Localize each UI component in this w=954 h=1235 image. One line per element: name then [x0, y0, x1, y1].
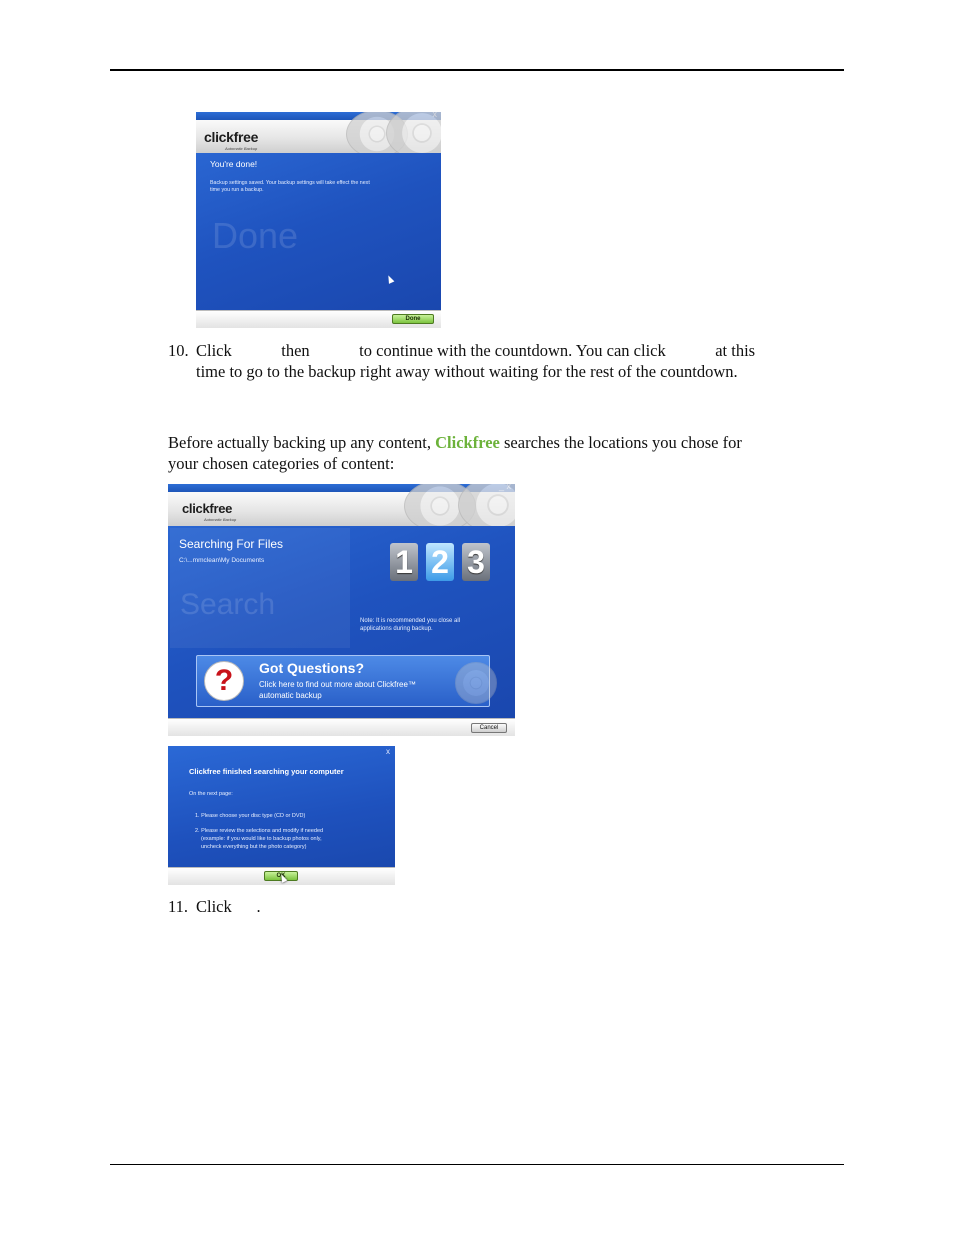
clickfree-logo-subtitle: Automatic Backup	[225, 146, 258, 151]
done-watermark: Done	[212, 215, 299, 256]
step-11-text: Click .	[196, 897, 261, 916]
question-mark-icon: ?	[204, 661, 244, 701]
search-watermark: Search	[180, 588, 276, 621]
clickfree-logo-subtitle: Automatic Backup	[204, 517, 237, 522]
finished-subheading: On the next page:	[189, 791, 233, 797]
finished-item-2: 2. Please review the selections and modify if needed	[195, 828, 324, 834]
search-header-band	[168, 492, 515, 526]
step-number: 11.	[168, 897, 189, 916]
done-button[interactable]: Done	[392, 314, 434, 324]
done-heading: You're done!	[210, 159, 258, 169]
intro-line-2: your chosen categories of content:	[168, 454, 395, 473]
cancel-button[interactable]: Cancel	[471, 723, 507, 733]
step-3-icon: 3	[462, 543, 490, 581]
step-10-line-2: time to go to the backup right away without waiting for the rest of the countdown.	[196, 362, 738, 381]
search-dialog-screenshot	[168, 484, 515, 736]
intro-text: Before actually backing up any content,	[168, 433, 436, 452]
clickfree-logo: clickfree	[182, 501, 233, 516]
search-body	[168, 526, 515, 719]
header-rule	[110, 69, 844, 71]
finished-footer	[168, 867, 395, 885]
done-body-line: time you run a backup.	[210, 187, 264, 193]
finished-item-2: (example: if you would like to backup photos only,	[201, 836, 322, 842]
step-10-line-1: Click then to continue with the countdown. You can click at this	[196, 341, 756, 360]
finished-body	[168, 746, 395, 868]
finished-dialog-screenshot	[168, 746, 395, 885]
done-header-band	[196, 120, 441, 153]
mouse-cursor-icon	[386, 274, 395, 284]
disc-icon	[455, 662, 497, 704]
done-footer	[196, 310, 441, 328]
step-2-icon: 2	[426, 543, 454, 581]
got-questions-text: automatic backup	[259, 691, 322, 700]
clickfree-logo: clickfree	[204, 129, 259, 145]
step-1-icon: 1	[390, 543, 418, 581]
finished-item-2: uncheck everything but the photo category)	[201, 844, 307, 850]
footer-rule	[110, 1164, 844, 1165]
finished-item-1: 1. Please choose your disc type (CD or DVD)	[195, 813, 306, 819]
search-note: applications during backup.	[360, 626, 433, 632]
done-body-line: Backup settings saved. Your backup settings will take effect the next	[210, 180, 370, 186]
ok-button[interactable]: OK	[264, 871, 298, 881]
done-body	[196, 153, 441, 311]
search-path: C:\...mmclean\My Documents	[179, 557, 265, 564]
got-questions-banner[interactable]	[196, 655, 490, 707]
done-dialog-screenshot	[196, 112, 441, 328]
search-note: Note: It is recommended you close all	[360, 618, 461, 624]
brand-name: Clickfree	[435, 433, 500, 452]
close-icon[interactable]: x	[386, 747, 390, 756]
intro-text: searches the locations you chose for	[499, 433, 742, 452]
got-questions-title: Got Questions?	[259, 660, 364, 676]
search-heading: Searching For Files	[179, 537, 284, 551]
finished-heading: Clickfree finished searching your computer	[189, 767, 344, 776]
intro-paragraph	[168, 432, 848, 474]
got-questions-text: Click here to find out more about Clickfree™	[259, 680, 416, 689]
step-number: 10.	[168, 341, 189, 360]
search-footer	[168, 718, 515, 736]
